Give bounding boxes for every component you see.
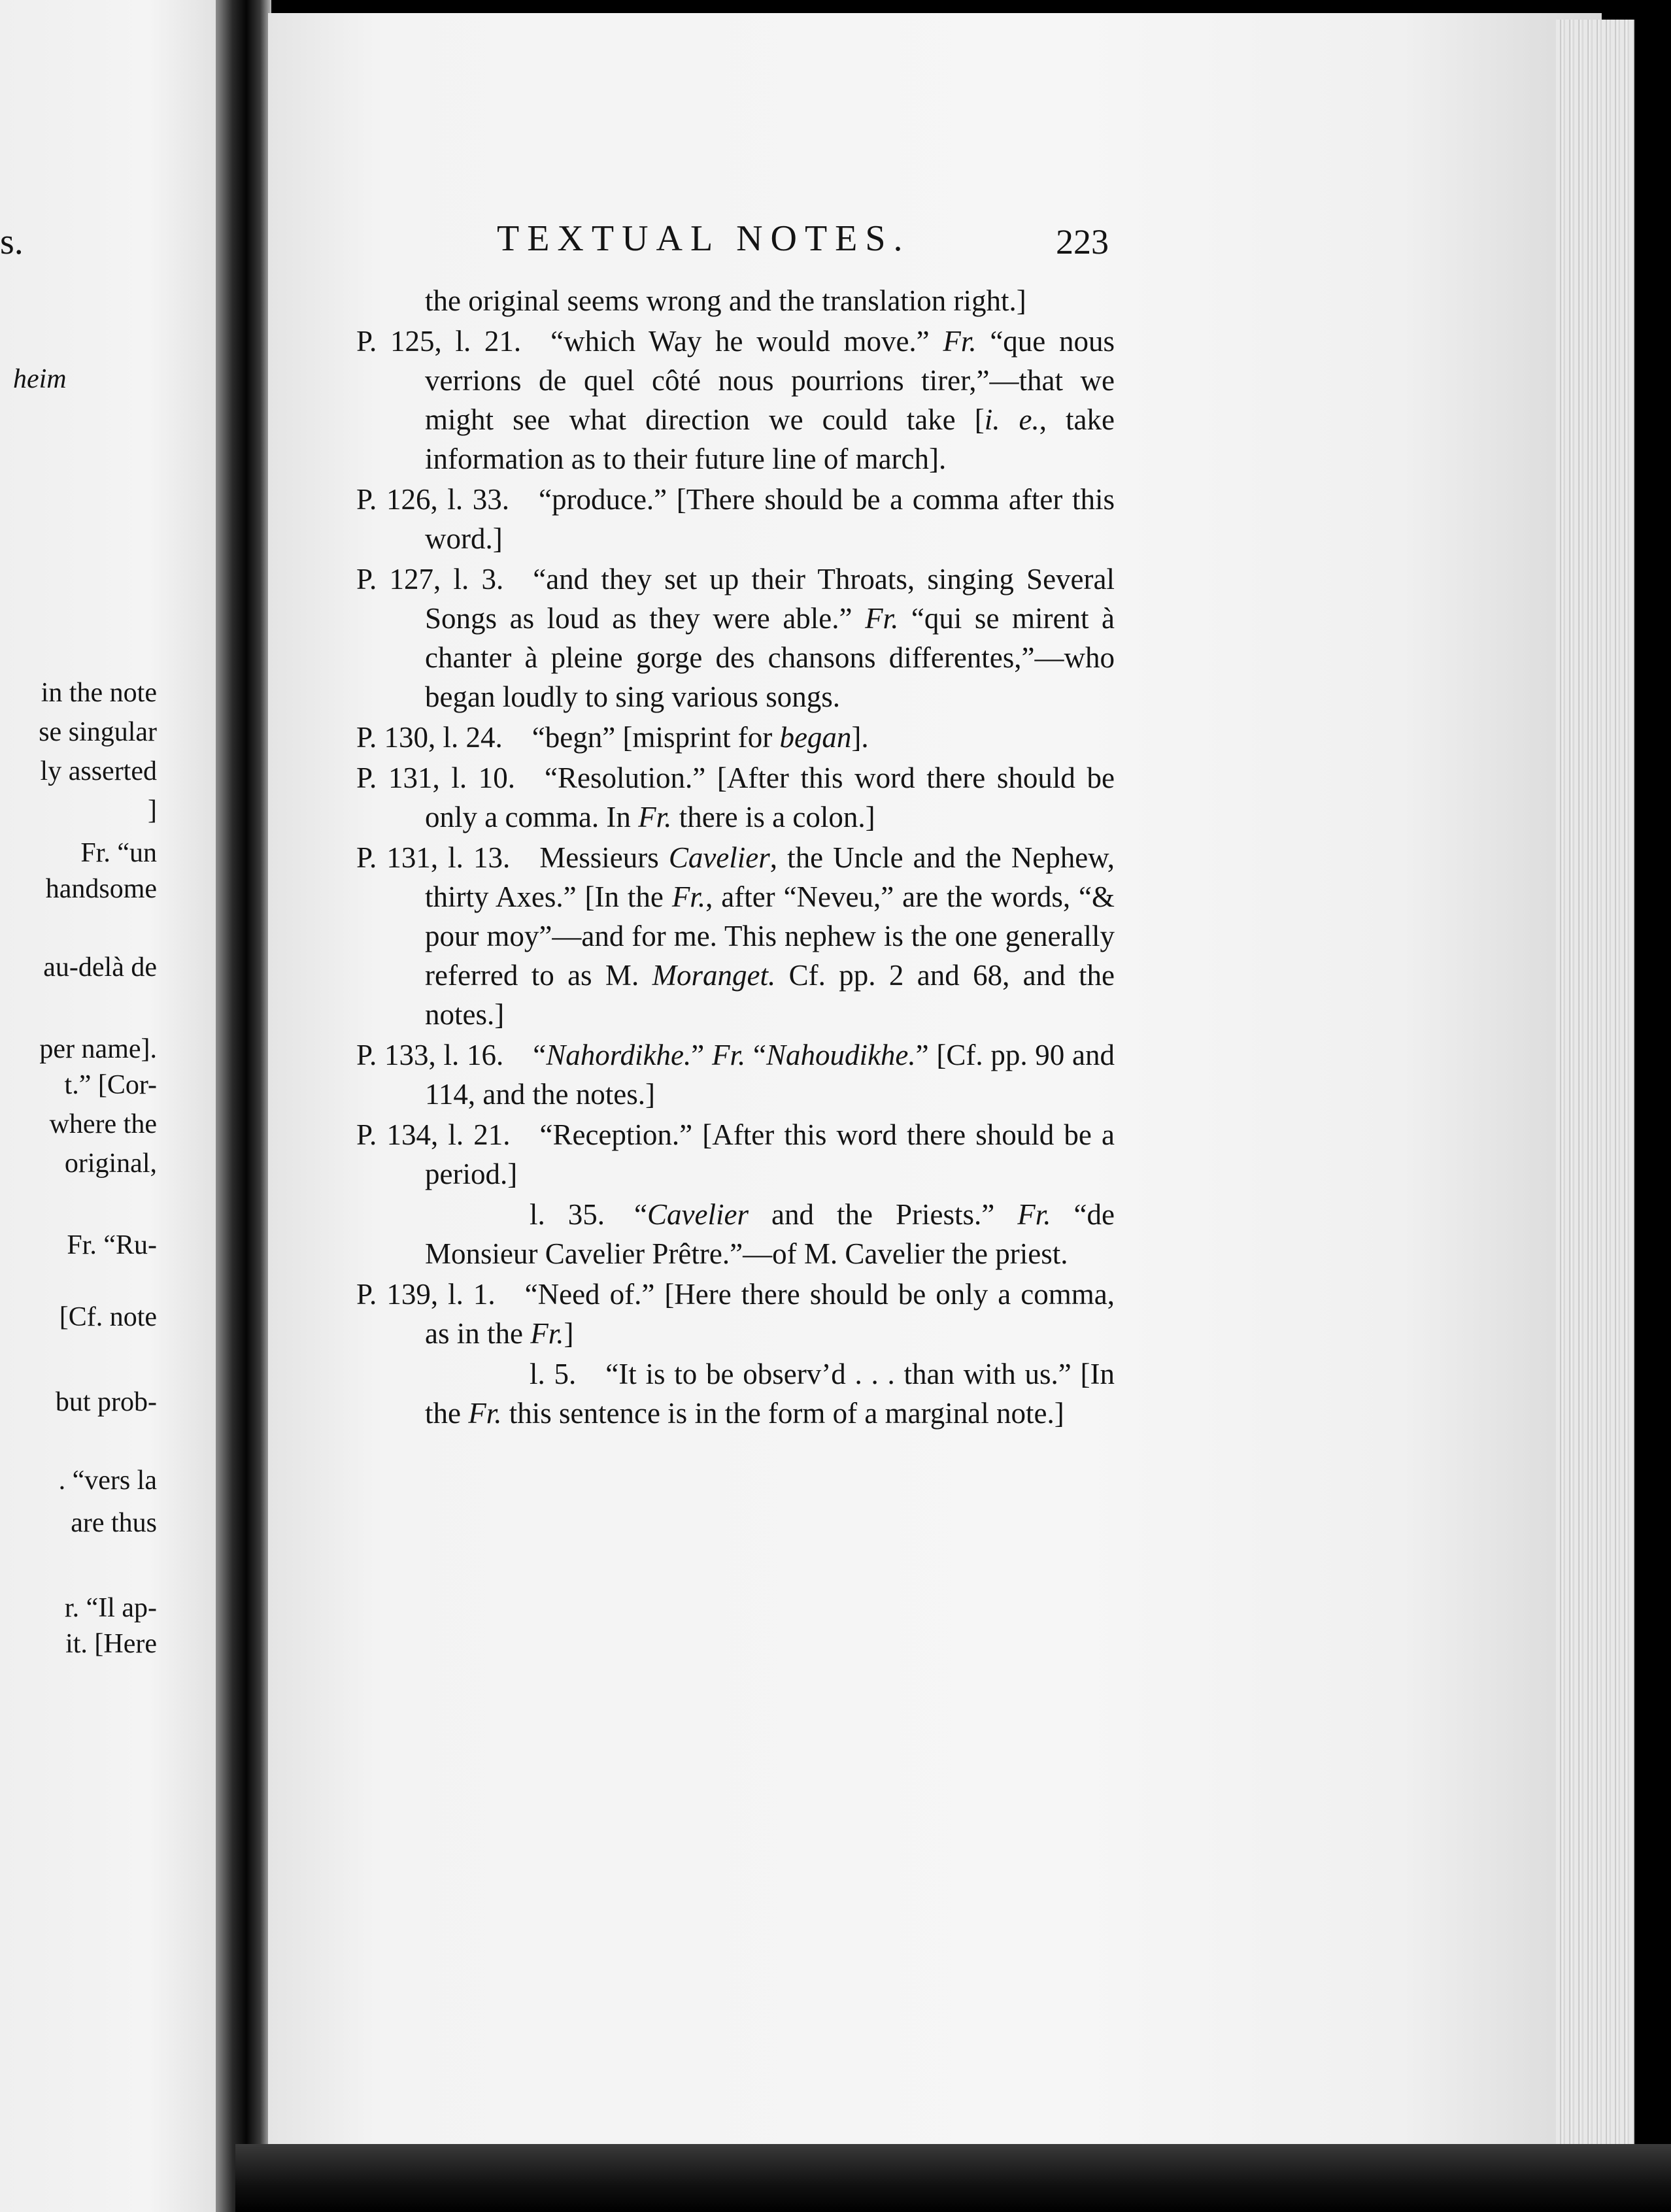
note-text: “produce.” [There should be a comma after this word.]	[425, 483, 1115, 555]
left-page-fragment: in the note	[41, 678, 157, 708]
note-reference: l. 35.	[530, 1198, 605, 1231]
note-entry	[356, 838, 1115, 1034]
left-page-fragment: [Cf. note	[59, 1302, 157, 1332]
page-edges	[1556, 20, 1634, 2170]
scan-bottom-edge	[235, 2144, 1671, 2212]
note-text: , after “Neveu,” are the words, “& pour moy”—and for me. This nephew is the one generally referred to as M.	[425, 880, 1115, 992]
note-entry	[356, 281, 1115, 320]
left-page-fragment: Fr. “Ru-	[67, 1230, 157, 1260]
left-page-fragment: per name].	[39, 1034, 157, 1064]
left-page-fragment: are thus	[71, 1508, 157, 1538]
note-text: ”	[691, 1039, 712, 1071]
left-page-fragment: but prob-	[55, 1387, 157, 1417]
italic-text: Moranget.	[652, 959, 776, 992]
note-reference: P. 133, l. 16.	[356, 1039, 504, 1071]
note-text: the original seems wrong and the translation right.]	[425, 284, 1026, 317]
italic-text: Fr.	[1017, 1198, 1051, 1231]
note-text: Cf. pp. 2 and 68, and the notes.]	[425, 959, 1115, 1031]
left-page-fragment: original,	[64, 1148, 157, 1179]
left-page-fragment: heim	[13, 364, 67, 394]
italic-text: Fr.	[530, 1317, 564, 1350]
note-entry	[356, 1195, 1115, 1273]
italic-text: Fr.	[638, 801, 672, 833]
italic-text: Fr.	[943, 325, 977, 358]
left-page-fragment: t.” [Cor-	[64, 1070, 157, 1100]
italic-text: Nahoudikhe.	[766, 1039, 916, 1071]
left-page-fragment: au-delà de	[43, 952, 157, 982]
note-text: “It is to be observ’d . . . than with us.” [In the	[425, 1358, 1115, 1430]
page-number: 223	[1056, 222, 1109, 261]
book-gutter	[216, 0, 271, 2212]
running-head: TEXTUAL NOTES.	[497, 218, 911, 259]
italic-text: began	[779, 721, 852, 754]
note-entry	[356, 480, 1115, 558]
left-page-fragment: se singular	[39, 717, 157, 747]
note-text: “	[533, 1039, 547, 1071]
note-text: Messieurs	[539, 841, 669, 874]
note-text: , the Uncle and the Nephew, thirty Axes.” [In the	[425, 841, 1115, 913]
note-text: “de Monsieur Cavelier Prêtre.”—of M. Cavelier the priest.	[425, 1198, 1115, 1270]
left-page-fragment: ly asserted	[40, 756, 157, 786]
note-entry	[356, 1035, 1115, 1114]
note-text: this sentence is in the form of a marginal note.]	[501, 1397, 1064, 1430]
note-text: “begn” [misprint for	[532, 721, 780, 754]
note-reference: P. 134, l. 21.	[356, 1118, 511, 1151]
note-text: “and they set up their Throats, singing Several Songs as loud as they were able.”	[425, 563, 1115, 635]
note-text: “	[634, 1198, 648, 1231]
note-entry	[356, 1275, 1115, 1353]
note-entry	[356, 718, 1115, 757]
note-entry	[356, 1354, 1115, 1433]
italic-text: Cavelier	[668, 841, 770, 874]
note-reference: P. 127, l. 3.	[356, 563, 504, 595]
note-text: , take information as to their future line of march].	[425, 403, 1115, 475]
left-page-fragment: it. [Here	[65, 1629, 157, 1659]
note-text: “Need of.” [Here there should be only a comma, as in the	[425, 1278, 1115, 1350]
note-text: ]	[564, 1317, 574, 1350]
note-text: “qui se mirent à chanter à pleine gorge des chansons differentes,”—who began loudly to sing various songs.	[425, 602, 1115, 713]
note-entry	[356, 560, 1115, 716]
note-text: “which Way he would move.”	[550, 325, 943, 358]
left-page-fragment: handsome	[45, 874, 157, 904]
left-page-fragment: Fr. “un	[80, 838, 157, 868]
note-text: there is a colon.]	[671, 801, 875, 833]
italic-text: Fr.	[711, 1039, 746, 1071]
note-text: “que nous verrions de quel côté nous pourrions tirer,”—that we might see what direction we could take [	[425, 325, 1115, 436]
italic-text: i. e.	[984, 403, 1039, 436]
italic-text: Fr.	[468, 1397, 502, 1430]
textual-notes	[356, 281, 1115, 1434]
note-reference: P. 131, l. 13.	[356, 841, 511, 874]
left-page-fragment: where the	[49, 1109, 157, 1139]
left-page-fragment: s.	[0, 222, 24, 262]
left-page-fragment: r. “Il ap-	[64, 1593, 157, 1623]
note-text: “Resolution.” [After this word there should be only a comma. In	[425, 762, 1115, 833]
note-entry	[356, 758, 1115, 837]
note-text: and the Priests.”	[748, 1198, 1018, 1231]
note-entry	[356, 322, 1115, 478]
note-reference: P. 126, l. 33.	[356, 483, 510, 516]
note-reference: l. 5.	[530, 1358, 577, 1390]
left-page-fragment: . “vers la	[58, 1466, 157, 1496]
note-reference: P. 125, l. 21.	[356, 325, 522, 358]
note-entry	[356, 1115, 1115, 1194]
left-page-fragment: ]	[148, 796, 157, 826]
italic-text: Fr.	[671, 880, 706, 913]
note-text: ” [Cf. pp. 90 and 114, and the notes.]	[425, 1039, 1115, 1111]
left-page	[0, 0, 248, 2212]
italic-text: Fr.	[865, 602, 899, 635]
note-reference: P. 131, l. 10.	[356, 762, 516, 794]
note-text: “	[745, 1039, 766, 1071]
note-text: ].	[851, 721, 869, 754]
note-text: “Reception.” [After this word there should be a period.]	[425, 1118, 1115, 1190]
note-reference: P. 139, l. 1.	[356, 1278, 496, 1311]
italic-text: Nahordikhe.	[546, 1039, 692, 1071]
italic-text: Cavelier	[647, 1198, 749, 1231]
note-reference: P. 130, l. 24.	[356, 721, 503, 754]
